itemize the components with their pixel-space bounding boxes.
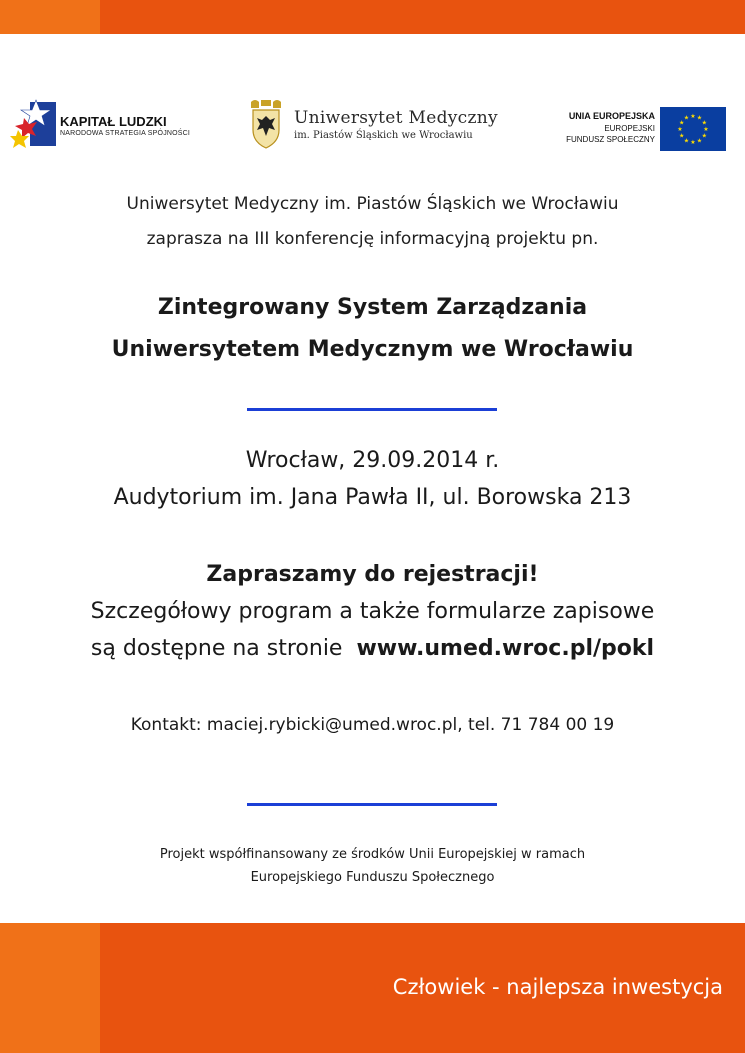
- eu-star-icon: ★: [683, 114, 690, 122]
- funding-note-line-2: Europejskiego Funduszu Społecznego: [250, 870, 495, 885]
- eu-star-icon: ★: [679, 119, 685, 127]
- eu-flag-icon: [660, 107, 726, 151]
- eu-star-icon: ★: [690, 139, 696, 146]
- kapital-ludzki-subtitle: NARODOWA STRATEGIA SPÓJNOŚCI: [60, 130, 191, 137]
- university-crest-icon: [247, 98, 285, 150]
- registration-line-1: Szczegółowy program a także formularze zapisowe: [90, 599, 655, 624]
- eu-logo: [560, 107, 730, 153]
- eu-star-icon: ★: [690, 113, 696, 120]
- eu-star-icon: ★: [701, 119, 707, 127]
- bottom-orange-band: [0, 923, 745, 1053]
- eu-star-icon: ★: [677, 126, 683, 133]
- registration-url-link[interactable]: www.umed.wroc.pl/pokl: [356, 636, 655, 661]
- bottom-band-accent: [0, 923, 100, 1053]
- top-orange-band: [0, 0, 745, 34]
- divider-2: [247, 803, 497, 806]
- eu-star-icon: ★: [683, 137, 690, 145]
- university-name: Uniwersytet Medyczny: [294, 108, 498, 128]
- eu-star-icon: ★: [696, 137, 703, 145]
- eu-fund-label-1: EUROPEJSKI: [604, 124, 655, 133]
- university-subtitle: im. Piastów Śląskich we Wrocławiu: [294, 130, 473, 141]
- registration-line-2: [0, 636, 745, 661]
- title-line-1: Zintegrowany System Zarządzania: [157, 295, 588, 320]
- kapital-ludzki-name: KAPITAŁ LUDZKI: [60, 114, 167, 129]
- top-band-accent: [0, 0, 100, 34]
- registration-heading: Zapraszamy do rejestracji!: [206, 562, 539, 587]
- eu-star-icon: ★: [703, 126, 709, 133]
- intro-line-2: zaprasza na III konferencję informacyjną projektu pn.: [146, 229, 599, 249]
- event-date: Wrocław, 29.09.2014 r.: [245, 448, 500, 473]
- divider-1: [247, 408, 497, 411]
- eu-star-icon: ★: [701, 132, 707, 140]
- kapital-ludzki-star-icon: [10, 96, 58, 152]
- eu-fund-label-2: FUNDUSZ SPOŁECZNY: [566, 135, 655, 144]
- university-logo: [247, 98, 537, 150]
- eu-star-icon: ★: [696, 114, 703, 122]
- event-venue: Audytorium im. Jana Pawła II, ul. Borowska 213: [113, 485, 632, 510]
- intro-line-1: Uniwersytet Medyczny im. Piastów Śląskich we Wrocławiu: [126, 194, 619, 214]
- funding-note-line-1: Projekt współfinansowany ze środków Unii Europejskiej w ramach: [159, 847, 586, 862]
- title-line-2: Uniwersytetem Medycznym we Wrocławiu: [111, 337, 634, 362]
- contact-info: Kontakt: maciej.rybicki@umed.wroc.pl, tel. 71 784 00 19: [130, 715, 615, 735]
- registration-line-2-prefix: są dostępne na stronie: [90, 636, 343, 661]
- eu-union-label: UNIA EUROPEJSKA: [568, 111, 655, 121]
- footer-slogan: Człowiek - najlepsza inwestycja: [392, 975, 723, 999]
- eu-star-icon: ★: [679, 132, 685, 140]
- kapital-ludzki-logo: [10, 96, 200, 152]
